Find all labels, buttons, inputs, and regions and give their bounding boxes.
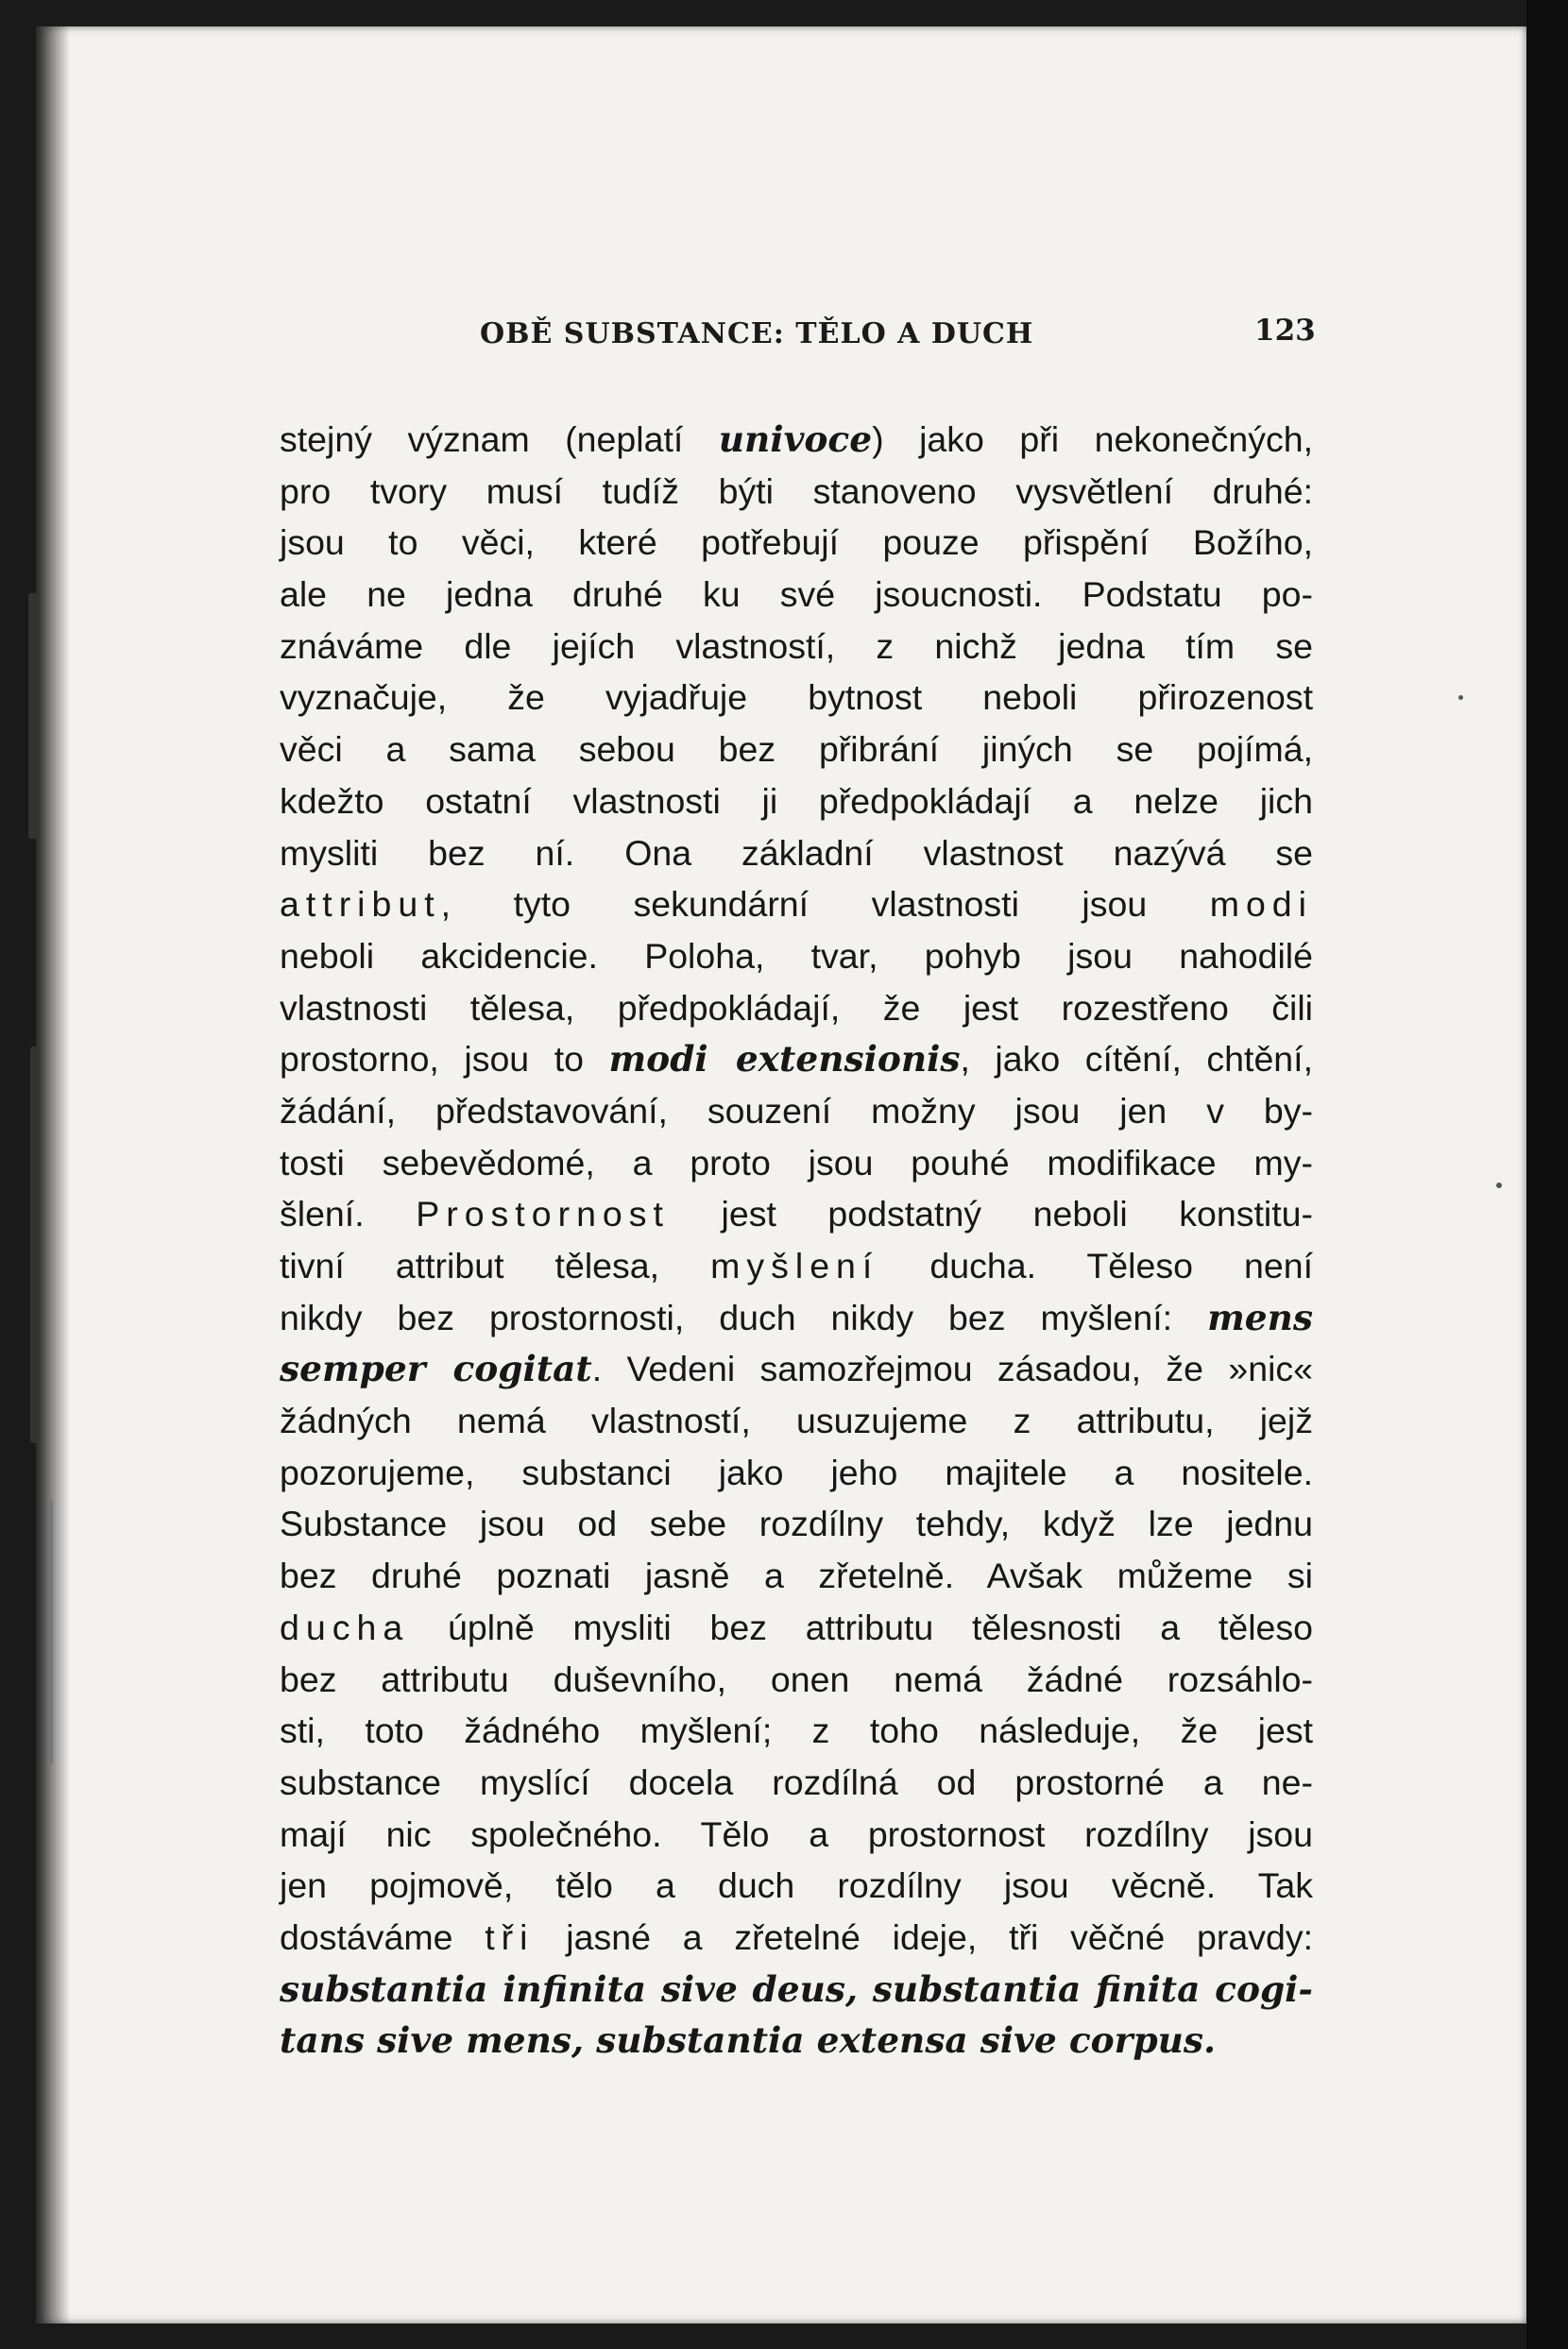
text-run: znáváme dle jejích vlastností, z nichž jedna tím se xyxy=(280,625,1313,666)
text-line xyxy=(280,517,1313,569)
text-run: neboli akcidencie. Poloha, tvar, pohyb jsou nahodilé xyxy=(280,935,1313,976)
spaced-emphasis: ducha xyxy=(280,1607,410,1647)
text-run: stejný význam (neplatí xyxy=(280,419,719,459)
text-line xyxy=(280,723,1313,775)
scan-artifact xyxy=(1496,1183,1502,1188)
text-line xyxy=(280,1498,1313,1550)
text-run: pro tvory musí tudíž býti stanoveno vysvětlení druhé: xyxy=(280,470,1313,511)
text-run: žádání, představování, souzení možny jsou jen v by- xyxy=(280,1090,1313,1131)
text-run: bez attributu duševního, onen nemá žádné rozsáhlo- xyxy=(280,1659,1313,1699)
running-head: OBĚ SUBSTANCE: TĚLO A DUCH xyxy=(480,317,1034,350)
text-line xyxy=(280,1033,1313,1085)
text-run: vyznačuje, že vyjadřuje bytnost neboli přirozenost xyxy=(280,677,1313,718)
text-run: pozorujeme, substanci jako jeho majitele a nositele. xyxy=(280,1452,1313,1492)
text-run: Substance jsou od sebe rozdílny tehdy, když lze jednu xyxy=(280,1504,1313,1544)
text-run: , jako cítění, chtění, xyxy=(960,1039,1313,1080)
latin-term: tans sive mens, substantia extensa sive corpus. xyxy=(280,2019,1217,2062)
text-run: jen pojmově, tělo a duch rozdílny jsou věcně. Tak xyxy=(280,1865,1313,1906)
text-line xyxy=(280,1343,1313,1395)
text-run: věci a sama sebou bez přibrání jiných se pojímá, xyxy=(280,729,1313,770)
text-run: vlastnosti tělesa, předpokládají, že jest rozestřeno čili xyxy=(280,987,1313,1028)
text-line xyxy=(280,775,1313,827)
text-run: jasné a zřetelné ideje, tři věčné pravdy: xyxy=(534,1916,1313,1957)
spaced-emphasis: attribut xyxy=(280,884,441,925)
text-run: substance myslící docela rozdílná od prostorné a ne- xyxy=(280,1762,1313,1802)
text-line xyxy=(280,621,1313,672)
text-run: , tyto sekundární vlastnosti jsou xyxy=(440,884,1210,925)
latin-term: semper cogitat xyxy=(280,1348,592,1390)
text-line xyxy=(280,1395,1313,1447)
text-run: mysliti bez ní. Ona základní vlastnost nazývá se xyxy=(280,832,1313,873)
text-run: jest podstatný neboli konstitu- xyxy=(669,1194,1313,1234)
text-line xyxy=(280,414,1313,466)
latin-term: mens xyxy=(1207,1296,1313,1338)
text-line xyxy=(280,1757,1313,1809)
text-line xyxy=(280,672,1313,723)
scan-artifact xyxy=(1458,695,1463,700)
latin-term: substantia infinita sive deus, substantia finita cogi- xyxy=(280,1967,1313,2010)
text-run: ducha. Těleso není xyxy=(878,1246,1313,1285)
text-line xyxy=(280,569,1313,621)
text-line xyxy=(280,982,1313,1034)
text-run: dostáváme xyxy=(280,1916,486,1957)
text-run: prostorno, jsou to xyxy=(280,1039,609,1080)
text-run: . Vedeni samozřejmou zásadou, že »nic« xyxy=(591,1349,1314,1389)
text-run: úplně mysliti bez attributu tělesnosti a těleso xyxy=(409,1607,1313,1647)
text-line xyxy=(280,1654,1313,1706)
text-line xyxy=(280,466,1313,518)
scan-artifact xyxy=(30,1047,39,1443)
text-line xyxy=(280,930,1313,982)
binding-shadow xyxy=(36,26,70,2323)
text-line xyxy=(280,1964,1313,2016)
scanner-edge xyxy=(1526,0,1568,2349)
text-run: bez druhé poznati jasně a zřetelně. Avšak můžeme si xyxy=(280,1556,1313,1596)
text-line xyxy=(280,2015,1313,2067)
latin-term: modi extensionis xyxy=(608,1038,961,1081)
text-line xyxy=(280,1809,1313,1861)
spaced-emphasis: tři xyxy=(485,1916,535,1957)
text-run: ale ne jedna druhé ku své jsoucnosti. Podstatu po- xyxy=(280,574,1313,615)
text-line xyxy=(280,1705,1313,1757)
scan-artifact xyxy=(49,1500,53,1764)
text-run: tivní attribut tělesa, xyxy=(280,1246,711,1285)
latin-term: univoce xyxy=(718,418,873,460)
spaced-emphasis: myšlení xyxy=(710,1246,879,1285)
text-run: sti, toto žádného myšlení; z toho následuje, že jest xyxy=(280,1711,1313,1751)
text-run: jsou to věci, které potřebují pouze přispění Božího, xyxy=(280,522,1313,563)
text-line xyxy=(280,1292,1313,1344)
text-run: nikdy bez prostornosti, duch nikdy bez myšlení: xyxy=(280,1297,1208,1337)
page-number: 123 xyxy=(1254,314,1316,348)
spaced-emphasis: Prostornost xyxy=(416,1194,670,1234)
paper-sheet xyxy=(36,26,1526,2323)
scan-artifact xyxy=(28,593,38,839)
text-line xyxy=(280,878,1313,930)
text-run: ) jako při nekonečných, xyxy=(872,419,1313,459)
text-line xyxy=(280,1240,1313,1292)
text-line xyxy=(280,1137,1313,1189)
text-line xyxy=(280,1085,1313,1137)
text-line xyxy=(280,1550,1313,1602)
text-line xyxy=(280,1447,1313,1499)
text-line xyxy=(280,1912,1313,1964)
text-line xyxy=(280,827,1313,879)
text-run: šlení. xyxy=(280,1194,417,1234)
text-run: kdežto ostatní vlastnosti ji předpokládají a nelze jich xyxy=(280,780,1313,821)
body-paragraph xyxy=(280,414,1313,2067)
text-run: mají nic společného. Tělo a prostornost rozdílny jsou xyxy=(280,1813,1313,1854)
text-line xyxy=(280,1602,1313,1654)
text-line xyxy=(280,1860,1313,1912)
text-run: tosti sebevědomé, a proto jsou pouhé modifikace my- xyxy=(280,1142,1313,1183)
spaced-emphasis: modi xyxy=(1209,884,1313,925)
text-line xyxy=(280,1188,1313,1240)
text-run: žádných nemá vlastností, usuzujeme z attributu, jejž xyxy=(280,1401,1313,1441)
